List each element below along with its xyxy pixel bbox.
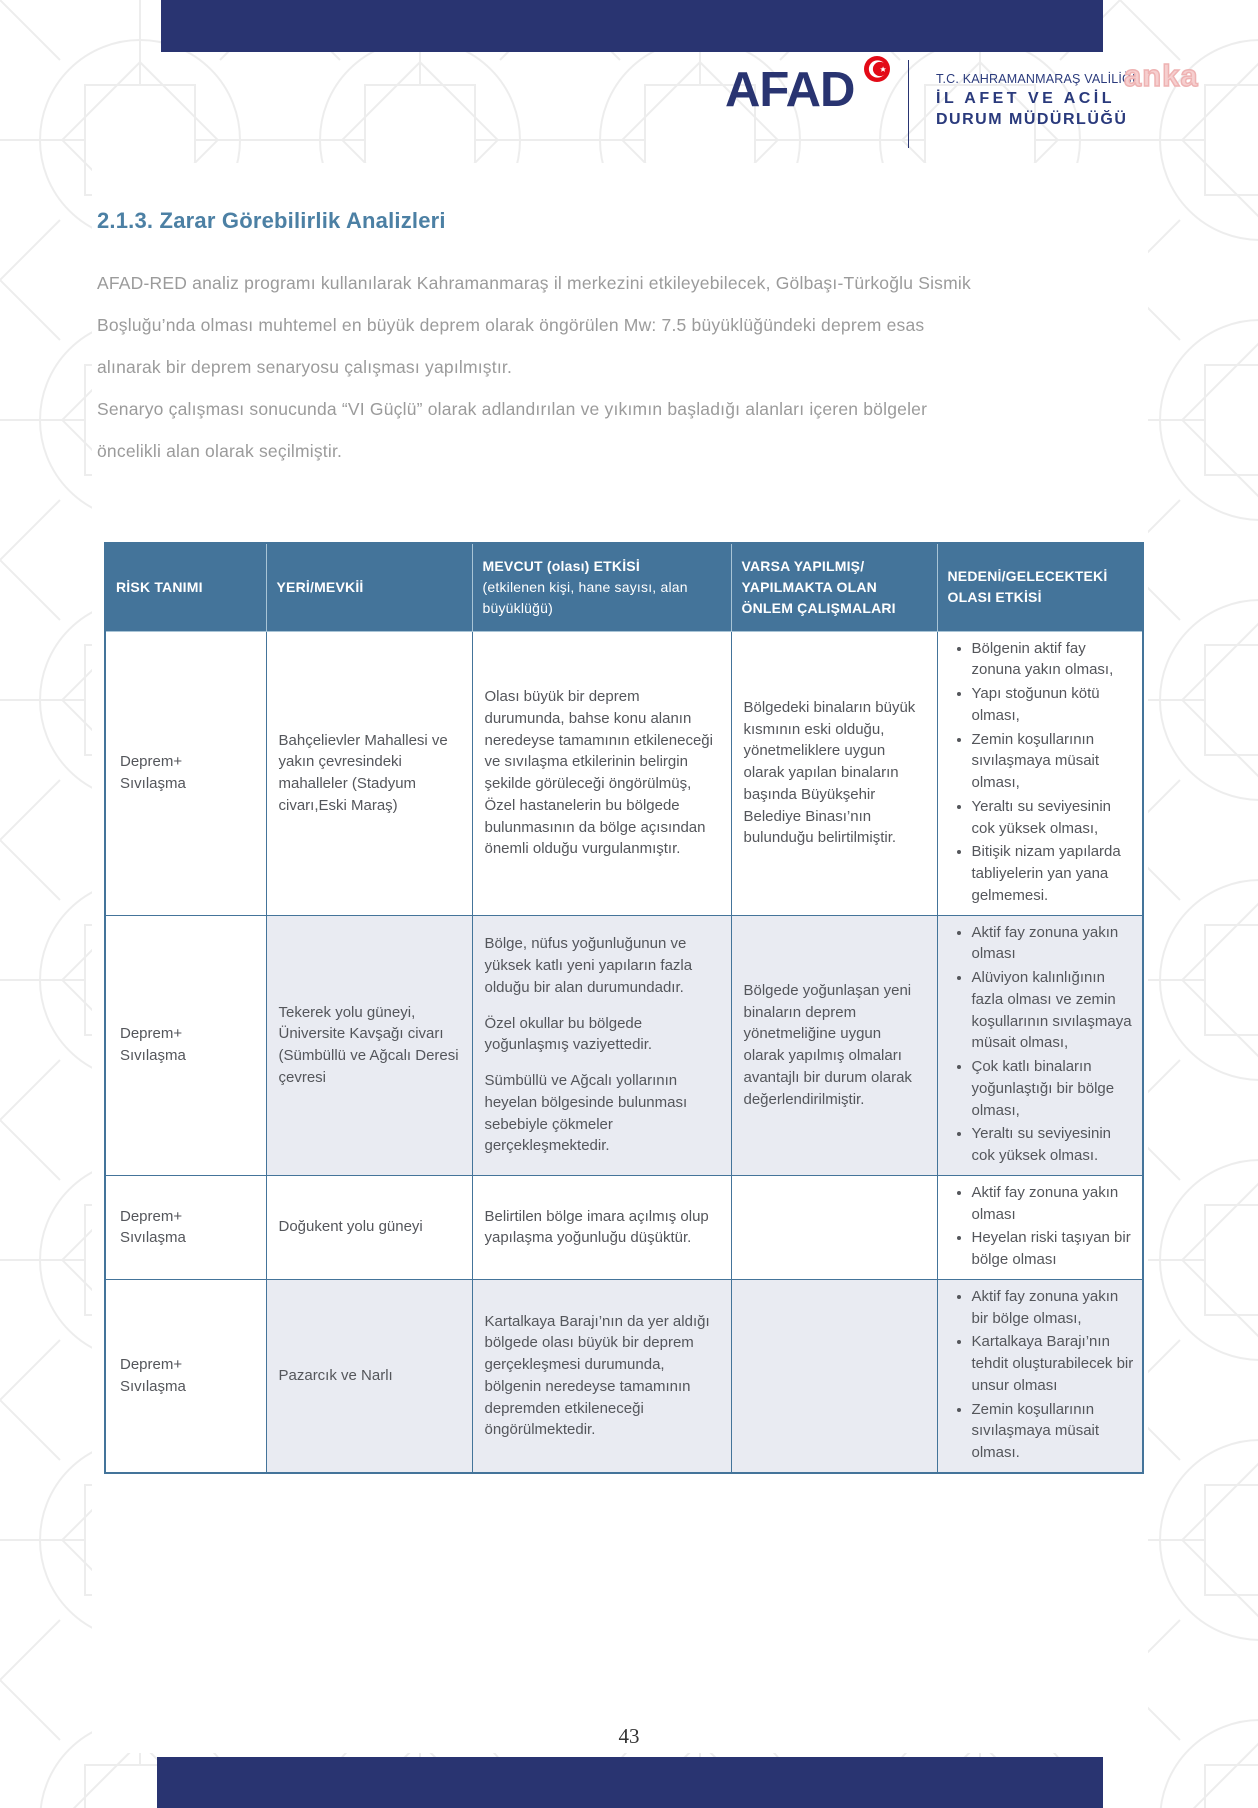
turkish-flag-crescent-icon bbox=[864, 56, 890, 82]
table-header-row bbox=[105, 543, 1143, 631]
col-header-effect-subtitle: (etkilenen kişi, hane sayısı, alan büyüklüğü) bbox=[482, 578, 688, 616]
measures-cell bbox=[731, 631, 937, 915]
risk-cell: Deprem+ Sıvılaşma bbox=[105, 1175, 266, 1279]
cause-cell bbox=[937, 915, 1143, 1175]
col-header-cause bbox=[937, 543, 1143, 631]
body-paragraph-2: Senaryo çalışması sonucunda “VI Güçlü” olarak adlandırılan ve yıkımın başladığı alanları içeren bölgeler öncelikli alan olarak seçilmiştir. bbox=[97, 399, 928, 461]
anka-watermark: anka bbox=[1124, 58, 1199, 93]
col-header-measures bbox=[731, 543, 937, 631]
organization-name bbox=[936, 72, 1136, 129]
measures-paragraph: Bölgede yoğunlaşan yeni binaların deprem yönetmeliğine uygun olarak yapılmış olmaları avantajlı bir durum olarak değerlendirilmiştir. bbox=[743, 981, 912, 1108]
cause-list bbox=[944, 638, 1135, 907]
cause-item: • Aktif fay zonuna yakın bir bölge olması, bbox=[972, 1286, 1135, 1330]
afad-logo-text: AFAD bbox=[725, 63, 855, 117]
cause-item: • Yapı stoğunun kötü olması, bbox=[972, 683, 1135, 727]
measures-cell-empty bbox=[731, 1279, 937, 1473]
cause-list bbox=[944, 1182, 1135, 1271]
bottom-banner-bar bbox=[157, 1757, 1103, 1808]
measures-cell bbox=[731, 915, 937, 1175]
effect-paragraph: Özel okullar bu bölgede yoğunlaşmış vaziyettedir. bbox=[484, 1014, 653, 1054]
top-banner-bar bbox=[161, 0, 1103, 52]
col-header-risk bbox=[105, 543, 266, 631]
cause-cell bbox=[937, 1175, 1143, 1279]
col-header-location bbox=[266, 543, 472, 631]
location-cell: Doğukent yolu güneyi bbox=[266, 1175, 472, 1279]
effect-cell bbox=[472, 1175, 731, 1279]
cause-item: • Zemin koşullarının sıvılaşmaya müsait olması, bbox=[972, 729, 1135, 794]
cause-item: • Bölgenin aktif fay zonuna yakın olması, bbox=[972, 638, 1135, 682]
afad-logo bbox=[725, 63, 855, 117]
col-header-measures-label: VARSA YAPILMIŞ/ YAPILMAKTA OLAN ÖNLEM ÇALIŞMALARI bbox=[741, 557, 896, 616]
location-cell: Tekerek yolu güneyi, Üniversite Kavşağı civarı (Sümbüllü ve Ağcalı Deresi çevresi bbox=[266, 915, 472, 1175]
table-row bbox=[105, 1279, 1143, 1473]
table-row bbox=[105, 1175, 1143, 1279]
risk-table bbox=[104, 542, 1144, 1474]
cause-item: • Bitişik nizam yapılarda tabliyelerin yan yana gelmemesi. bbox=[972, 841, 1135, 906]
body-paragraph-1: AFAD-RED analiz programı kullanılarak Kahramanmaraş il merkezini etkileyebilecek, Gölbaşı-Türkoğlu Sismik Boşluğu’nda olması muhtemel en büyük deprem olarak öngörülen Mw: 7.5 büyüklüğündeki deprem esas alınarak bir deprem senaryosu çalışması yapılmıştır. bbox=[97, 273, 971, 377]
effect-cell bbox=[472, 915, 731, 1175]
cause-item: • Kartalkaya Barajı’nın tehdit oluşturabilecek bir unsur olması bbox=[972, 1331, 1135, 1396]
page-number: 43 bbox=[618, 1724, 640, 1748]
cause-item: • Çok katlı binaların yoğunlaştığı bir bölge olması, bbox=[972, 1056, 1135, 1121]
location-cell: Pazarcık ve Narlı bbox=[266, 1279, 472, 1473]
cause-item: • Yeraltı su seviyesinin cok yüksek olması, bbox=[972, 796, 1135, 840]
col-header-risk-label: RİSK TANIMI bbox=[116, 578, 203, 595]
org-line-valilik: T.C. KAHRAMANMARAŞ VALİLİĞİ bbox=[936, 72, 1136, 86]
header-divider bbox=[908, 60, 909, 148]
risk-analysis-table bbox=[104, 542, 1142, 1474]
location-cell: Bahçelievler Mahallesi ve yakın çevresindeki mahalleler (Stadyum civarı,Eski Maraş) bbox=[266, 631, 472, 915]
effect-paragraph: Belirtilen bölge imara açılmış olup yapılaşma yoğunluğu düşüktür. bbox=[484, 1207, 709, 1247]
risk-cell: Deprem+ Sıvılaşma bbox=[105, 631, 266, 915]
org-line-afet: İL AFET VE ACİL bbox=[936, 90, 1116, 107]
measures-paragraph: Bölgedeki binaların büyük kısmının eski olduğu, yönetmeliklere uygun olarak yapılan binaların başında Büyükşehir Belediye Binası’nın bulunduğu belirtilmiştir. bbox=[743, 698, 916, 847]
effect-cell bbox=[472, 1279, 731, 1473]
cause-list bbox=[944, 922, 1135, 1167]
col-header-cause-label: NEDENİ/GELECEKTEKİ OLASI ETKİSİ bbox=[947, 568, 1108, 606]
risk-cell: Deprem+ Sıvılaşma bbox=[105, 1279, 266, 1473]
table-row bbox=[105, 631, 1143, 915]
col-header-effect-label: MEVCUT (olası) ETKİSİ bbox=[482, 557, 640, 574]
cause-item: • Aktif fay zonuna yakın olması bbox=[972, 922, 1135, 966]
measures-cell-empty bbox=[731, 1175, 937, 1279]
cause-item: • Aktif fay zonuna yakın olması bbox=[972, 1182, 1135, 1226]
col-header-location-label: YERİ/MEVKİİ bbox=[276, 578, 364, 595]
cause-item: • Zemin koşullarının sıvılaşmaya müsait olması. bbox=[972, 1399, 1135, 1464]
effect-paragraph: Kartalkaya Barajı’nın da yer aldığı bölgede olası büyük bir deprem gerçekleşmesi durumunda, bölgenin neredeyse tamamının depremden etkileneceği öngörülmektedir. bbox=[484, 1312, 710, 1439]
section-title: 2.1.3. Zarar Görebilirlik Analizleri bbox=[97, 208, 446, 233]
cause-cell bbox=[937, 1279, 1143, 1473]
cause-item: • Alüviyon kalınlığının fazla olması ve zemin koşullarının sıvılaşmaya müsait olması, bbox=[972, 967, 1135, 1054]
risk-cell: Deprem+ Sıvılaşma bbox=[105, 915, 266, 1175]
cause-item: • Yeraltı su seviyesinin cok yüksek olması. bbox=[972, 1123, 1135, 1167]
cause-list bbox=[944, 1286, 1135, 1464]
col-header-effect bbox=[472, 543, 731, 631]
effect-paragraph: Sümbüllü ve Ağcalı yollarının heyelan bölgesinde bulunması sebebiyle çökmeler gerçekleşmektedir. bbox=[484, 1072, 688, 1155]
cause-cell bbox=[937, 631, 1143, 915]
effect-cell bbox=[472, 631, 731, 915]
table-row bbox=[105, 915, 1143, 1175]
effect-paragraph: Bölge, nüfus yoğunluğunun ve yüksek katlı yeni yapıların fazla olduğu bir alan durumundadır. bbox=[484, 935, 693, 996]
effect-paragraph: Olası büyük bir deprem durumunda, bahse konu alanın neredeyse tamamının etkileneceği ve sıvılaşma etkilerinin belirgin şekilde görüleceği öngörülmüş, Özel hastanelerin bu bölgede bulunmasının da bölge açısından önemli olduğu vurgulanmıştır. bbox=[484, 688, 713, 858]
org-line-mudurluk: DURUM MÜDÜRLÜĞÜ bbox=[936, 111, 1128, 128]
cause-item: • Heyelan riski taşıyan bir bölge olması bbox=[972, 1227, 1135, 1271]
